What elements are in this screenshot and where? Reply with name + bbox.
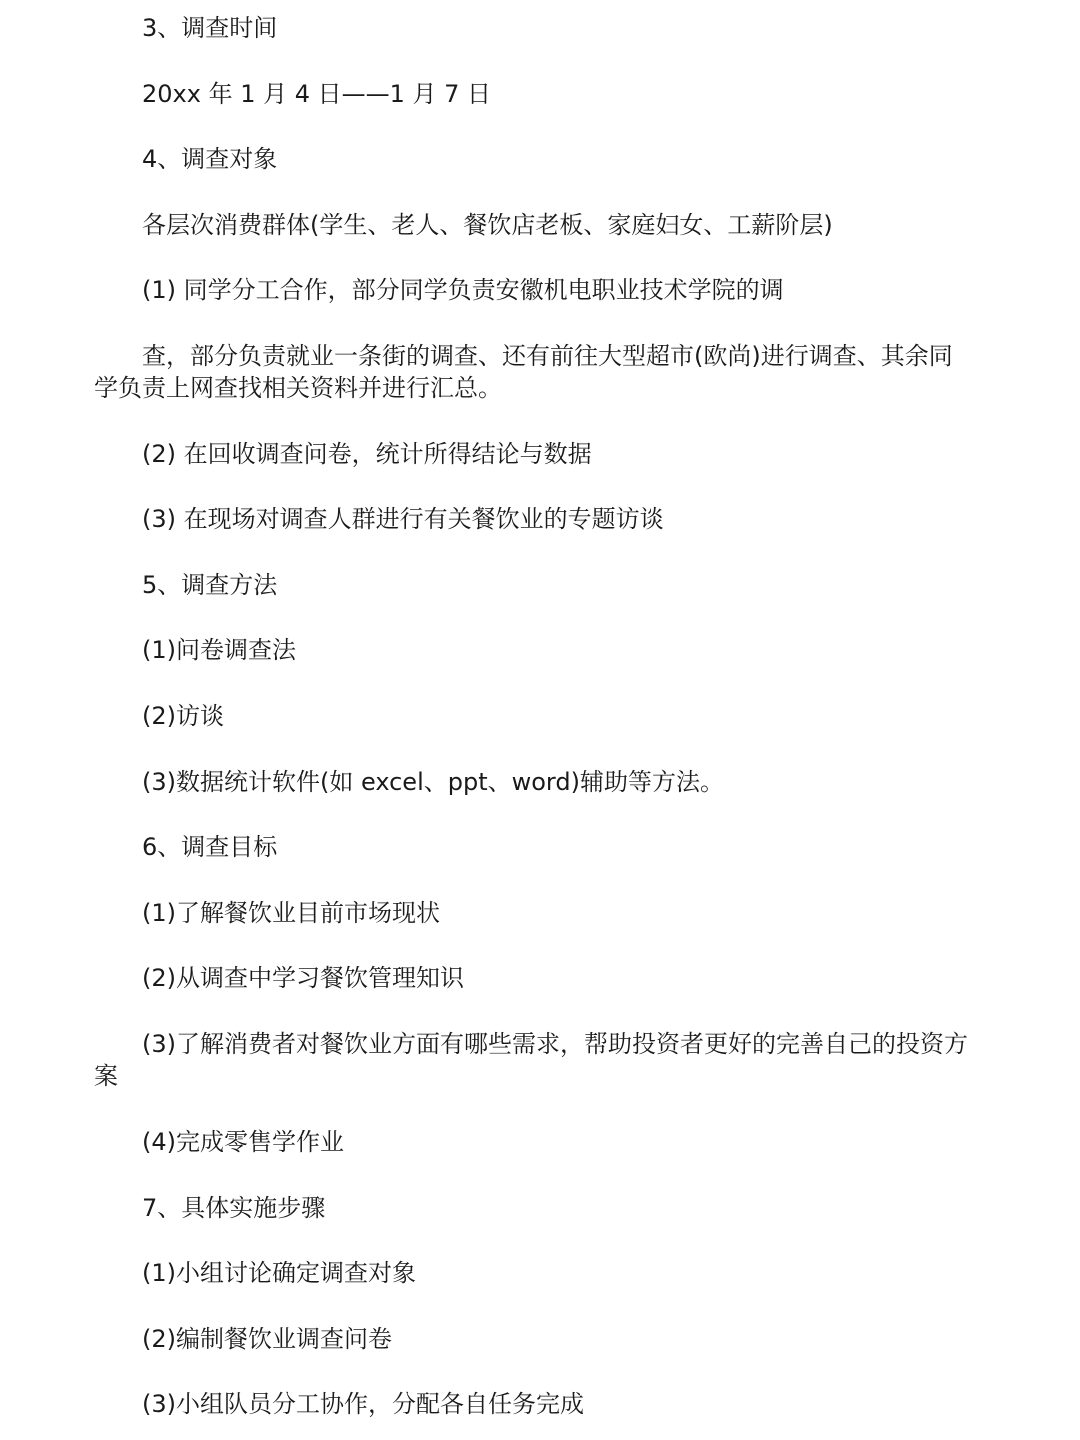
survey-date-range: 20xx 年 1 月 4 日——1 月 7 日 [142, 80, 492, 108]
goal-item-4: (4)完成零售学作业 [142, 1128, 344, 1156]
section-heading-survey-object: 4、调查对象 [142, 145, 278, 173]
survey-object-text: 各层次消费群体(学生、老人、餐饮店老板、家庭妇女、工薪阶层) [142, 211, 833, 239]
section-heading-survey-goal: 6、调查目标 [142, 833, 278, 861]
section-heading-survey-time: 3、调查时间 [142, 14, 278, 42]
paragraph-item-1: (1) 同学分工合作，部分同学负责安徽机电职业技术学院的调 [142, 276, 784, 304]
goal-item-3: (3)了解消费者对餐饮业方面有哪些需求，帮助投资者更好的完善自己的投资方案 [94, 1030, 968, 1090]
method-item-1: (1)问卷调查法 [142, 636, 296, 664]
step-item-1: (1)小组讨论确定调查对象 [142, 1259, 416, 1287]
method-item-3: (3)数据统计软件(如 excel、ppt、word)辅助等方法。 [142, 768, 724, 796]
paragraph-item-2: (2) 在回收调查问卷，统计所得结论与数据 [142, 440, 592, 468]
goal-item-1: (1)了解餐饮业目前市场现状 [142, 899, 440, 927]
step-item-2: (2)编制餐饮业调查问卷 [142, 1325, 392, 1353]
paragraph-item-3: (3) 在现场对调查人群进行有关餐饮业的专题访谈 [142, 505, 664, 533]
method-item-2: (2)访谈 [142, 702, 224, 730]
step-item-3: (3)小组队员分工协作，分配各自任务完成 [142, 1390, 584, 1418]
section-heading-survey-method: 5、调查方法 [142, 571, 278, 599]
goal-item-2: (2)从调查中学习餐饮管理知识 [142, 964, 464, 992]
paragraph-item-1-continued: 查，部分负责就业一条街的调查、还有前往大型超市(欧尚)进行调查、其余同学负责上网查找相关资料并进行汇总。 [94, 342, 953, 402]
section-heading-implementation-steps: 7、具体实施步骤 [142, 1194, 326, 1222]
